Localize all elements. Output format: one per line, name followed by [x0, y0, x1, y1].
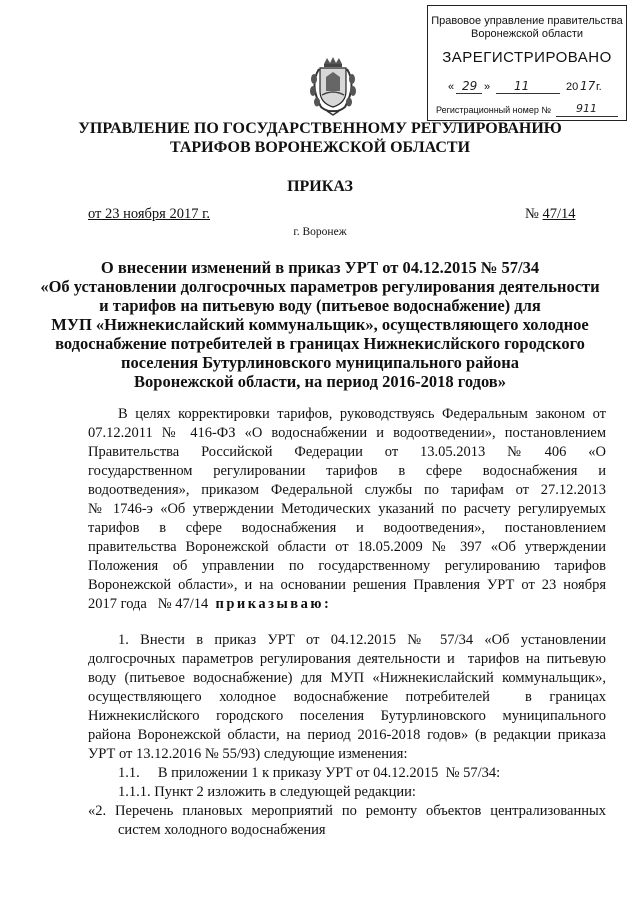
item1-line: осуществляющего холодное водоснабжение потребителей в границах: [88, 689, 606, 705]
preamble-line: 07.12.2011 № 416-ФЗ «О водоснабжении и водоотведении», постановлением: [88, 425, 606, 441]
agency-name-line1: УПРАВЛЕНИЕ ПО ГОСУДАРСТВЕННОМУ РЕГУЛИРОВАНИЮ: [78, 120, 562, 137]
preamble-line: Воронежской области», и на основании решения Правления УРТ от 23 ноября: [88, 577, 606, 593]
stamp-number: [436, 103, 622, 119]
order-number: [525, 205, 576, 223]
stamp-day: 29: [462, 79, 478, 93]
stamp-year: 17: [580, 79, 596, 93]
stamp-year-prefix: 20: [566, 81, 579, 93]
title-line: МУП «Нижнекислайский коммунальщик», осуществляющего холодное: [51, 315, 589, 334]
preamble-line: государственном регулировании тарифов в сфере водоснабжения и: [88, 463, 606, 479]
preamble-line: № 1746-э «Об утверждении Методических указаний по расчету регулируемых: [88, 501, 606, 517]
registration-stamp: [427, 5, 627, 121]
item1-last-line: УРТ от 13.12.2016 № 55/93) следующие изменения:: [88, 746, 408, 762]
preamble-line: тарифов в сфере водоснабжения и водоотведения», постановлением: [88, 520, 606, 536]
item1-line: района Воронежской области, на период 2016-2018 годов» (в редакции приказа: [88, 727, 606, 743]
preamble-last-text: 2017 года № 47/14: [88, 596, 216, 612]
stamp-org-line1: Правовое управление правительства: [431, 15, 623, 27]
title-line: поселения Бутурлиновского муниципального района: [121, 353, 519, 372]
preamble-keyword: приказываю:: [215, 596, 332, 612]
stamp-close-quote: »: [484, 81, 491, 93]
order-date-text: от 23 ноября 2017 г.: [88, 206, 211, 222]
title-line: Воронежской области, на период 2016-2018 годов»: [134, 372, 506, 391]
preamble-line: В целях корректировки тарифов, руководствуясь Федеральным законом от: [118, 406, 606, 422]
preamble-line: правительства Воронежской области от 18.05.2009 № 397 «Об утверждении: [88, 539, 606, 555]
stamp-number-value: 911: [576, 102, 597, 115]
city: г. Воронеж: [293, 226, 347, 238]
title-line: О внесении изменений в приказ УРТ от 04.12.2015 № 57/34: [100, 258, 540, 277]
stamp-number-label: Регистрационный номер №: [436, 105, 552, 115]
item-1-1: 1.1. В приложении 1 к приказу УРТ от 04.12.2015 № 57/34:: [118, 765, 501, 781]
coat-of-arms-icon: [307, 55, 359, 117]
order-date: [88, 205, 210, 223]
agency-name-line2: ТАРИФОВ ВОРОНЕЖСКОЙ ОБЛАСТИ: [169, 139, 471, 156]
preamble-last-line: [88, 595, 606, 613]
item1-line: 1. Внести в приказ УРТ от 04.12.2015 № 57/34 «Об установлении: [118, 632, 606, 648]
stamp-date: [448, 79, 618, 97]
stamp-open-quote: «: [448, 81, 455, 93]
item1-line: Нижнекислйского городского поселения Бутурлиновского муниципального: [88, 708, 606, 724]
item-1-1-1: 1.1.1. Пункт 2 изложить в следующей редакции:: [118, 784, 416, 800]
stamp-status: ЗАРЕГИСТРИРОВАНО: [442, 49, 612, 66]
stamp-month: 11: [514, 79, 530, 93]
document-type: ПРИКАЗ: [287, 178, 353, 195]
item2-line2: систем холодного водоснабжения: [118, 822, 326, 838]
preamble-line: водоотведения», приказом Федеральной службы по тарифам от 27.12.2013: [88, 482, 606, 498]
title-line: «Об установлении долгосрочных параметров регулирования деятельности: [40, 277, 600, 296]
title-line: водоснабжение потребителей в границах Нижнекислйского городского: [55, 334, 585, 353]
stamp-year-suffix: г.: [596, 81, 602, 93]
item2-line1: «2. Перечень плановых мероприятий по ремонту объектов централизованных: [88, 803, 606, 819]
item1-line: воду (питьевое водоснабжение) для МУП «Нижнекислайский коммунальщик»,: [88, 670, 606, 686]
stamp-org-line2: Воронежской области: [470, 28, 583, 40]
order-number-prefix: №: [525, 206, 543, 222]
order-number-value: 47/14: [542, 206, 576, 222]
item1-line: долгосрочных параметров регулирования деятельности и тарифов на питьевую: [88, 651, 606, 667]
title-line: и тарифов на питьевую воду (питьевое водоснабжение) для: [99, 296, 541, 315]
preamble-line: Правительства Российской Федерации от 13.05.2013 № 406 «О: [88, 444, 606, 460]
preamble-line: Положения об управлении по государственному регулированию тарифов: [88, 558, 606, 574]
